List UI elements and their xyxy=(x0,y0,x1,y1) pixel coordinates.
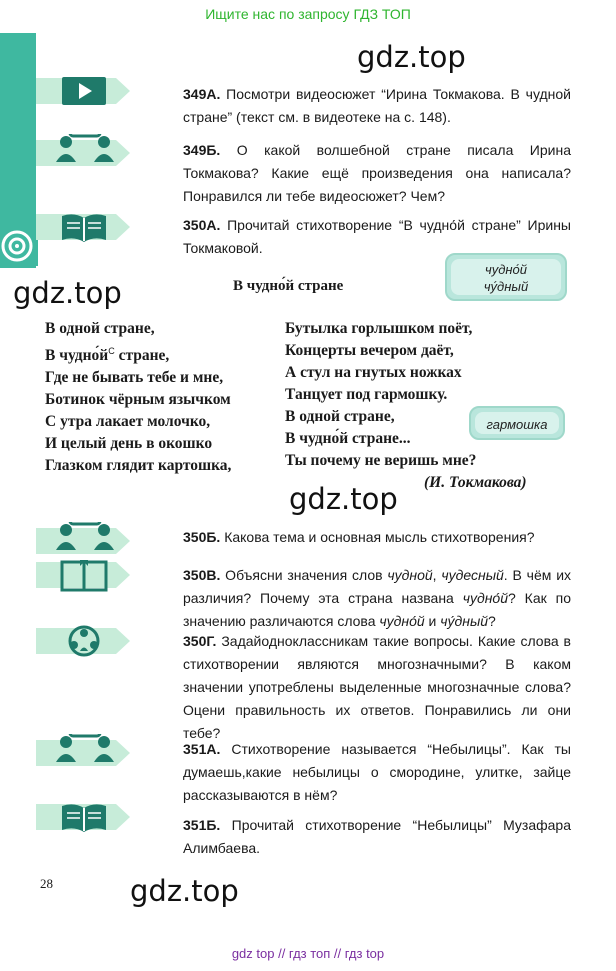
poem-line: Танцует под гармошку. xyxy=(285,386,448,403)
poem-title: В чудно́й стране xyxy=(233,278,344,294)
task-text: Какова тема и основная мысль стихотворения? xyxy=(220,529,535,545)
poem-line: В чудно́й стране... xyxy=(285,430,411,447)
poem-line: В одной стране, xyxy=(45,320,155,337)
task-number: 351А. xyxy=(183,741,221,757)
vocabulary-word: гармошка xyxy=(486,417,548,432)
italic-word: чудной xyxy=(387,567,433,583)
task-text: Стихотворение называется “Небылицы”. Как ты думаешь,какие небылицы о смородине, улитке, зайце рассказываются в нём? xyxy=(183,741,571,803)
poem-line: И целый день в окошко xyxy=(45,435,213,453)
task-number: 349Б. xyxy=(183,142,221,158)
vocabulary-word: чу́дный xyxy=(483,279,529,294)
watermark: gdz.top xyxy=(289,482,398,516)
page-number: 28 xyxy=(40,876,53,891)
task-351a xyxy=(183,738,571,807)
poem-right-column xyxy=(285,318,476,472)
poem-line: Ты почему не веришь мне? xyxy=(285,452,477,469)
poem-line: Глазком глядит картошка, xyxy=(45,457,232,475)
discussion-icon xyxy=(36,734,132,768)
task-number: 350Б. xyxy=(183,529,221,545)
group-work-icon xyxy=(36,624,132,658)
poem-line: В одной стране, xyxy=(285,408,395,425)
discussion-icon xyxy=(36,134,132,168)
swirl-ornament-icon xyxy=(0,226,38,266)
task-350v: 350В. Объясни значения слов чудной, чудесный. В чём их различия? Почему эта страна названа чудно́й? Как по значению различаются слова чудно́й и чу́дный? xyxy=(183,567,572,629)
task-text: Прочитай стихотворение “В чудно́й стране” Ирины Токмаковой. xyxy=(183,217,571,256)
poem-line: Концерты вечером даёт, xyxy=(285,342,454,359)
vocabulary-box xyxy=(469,406,565,440)
italic-word: чу́дный xyxy=(440,613,489,629)
open-book-icon xyxy=(36,800,132,834)
task-number: 350А. xyxy=(183,217,221,233)
italic-word: чудно́й xyxy=(462,590,508,606)
video-icon xyxy=(36,74,132,108)
watermark: gdz.top xyxy=(357,40,466,74)
task-text: Задайодноклассникам такие вопросы. Какие слова в стихотворении являются многозначными? В каком значении употреблены выделенные многозначные слова? Оцени правильность их ответов. Понравились ли они тебе? xyxy=(183,633,571,741)
task-number: 349А. xyxy=(183,86,221,102)
poem-author: (И. Токмакова) xyxy=(424,474,527,491)
poem-line: Где не бывать тебе и мне, xyxy=(45,369,224,387)
italic-word: чудесный xyxy=(441,567,504,583)
dictionary-book-icon xyxy=(36,560,132,594)
poem-line: Бутылка горлышком поёт, xyxy=(285,320,473,337)
task-350g xyxy=(183,630,571,745)
task-number: 350В. xyxy=(183,567,221,583)
top-banner: Ищите нас по запросу ГДЗ ТОП xyxy=(205,6,411,22)
open-book-icon xyxy=(36,210,132,244)
task-text: Посмотри видеосюжет “Ирина Токмакова. В чудной стране” (текст см. в видеотеке на с. 148). xyxy=(183,86,571,125)
task-number: 350Г. xyxy=(183,633,217,649)
poem-line: Ботинок чёрным язычком xyxy=(45,391,231,409)
footer-links: gdz top // гдз топ // гдз top xyxy=(231,946,385,961)
poem-line: В $чудно́й^С$ стране, xyxy=(45,346,170,365)
task-text: Прочитай стихотворение “Небылицы” Музафара Алимбаева. xyxy=(183,817,571,856)
vocabulary-word: чудно́й xyxy=(484,262,528,277)
task-349b xyxy=(183,139,571,208)
discussion-icon xyxy=(36,522,132,556)
poem-line: С утра лакает молочко, xyxy=(45,413,211,431)
task-350b xyxy=(183,526,571,549)
watermark: gdz.top xyxy=(13,276,122,310)
poem-left-column xyxy=(45,318,231,477)
poem-line: А стул на гнутых ножках xyxy=(285,364,462,381)
italic-word: чудно́й xyxy=(379,613,425,629)
watermark: gdz.top xyxy=(130,874,239,908)
task-text: О какой волшебной стране писала Ирина Токмакова? Какие ещё произведения она написала?Понравился ли тебе видеосюжет? Чем? xyxy=(183,142,571,204)
task-number: 351Б. xyxy=(183,817,221,833)
task-351b xyxy=(183,814,571,860)
vocabulary-box xyxy=(445,253,567,301)
task-349a xyxy=(183,83,571,129)
